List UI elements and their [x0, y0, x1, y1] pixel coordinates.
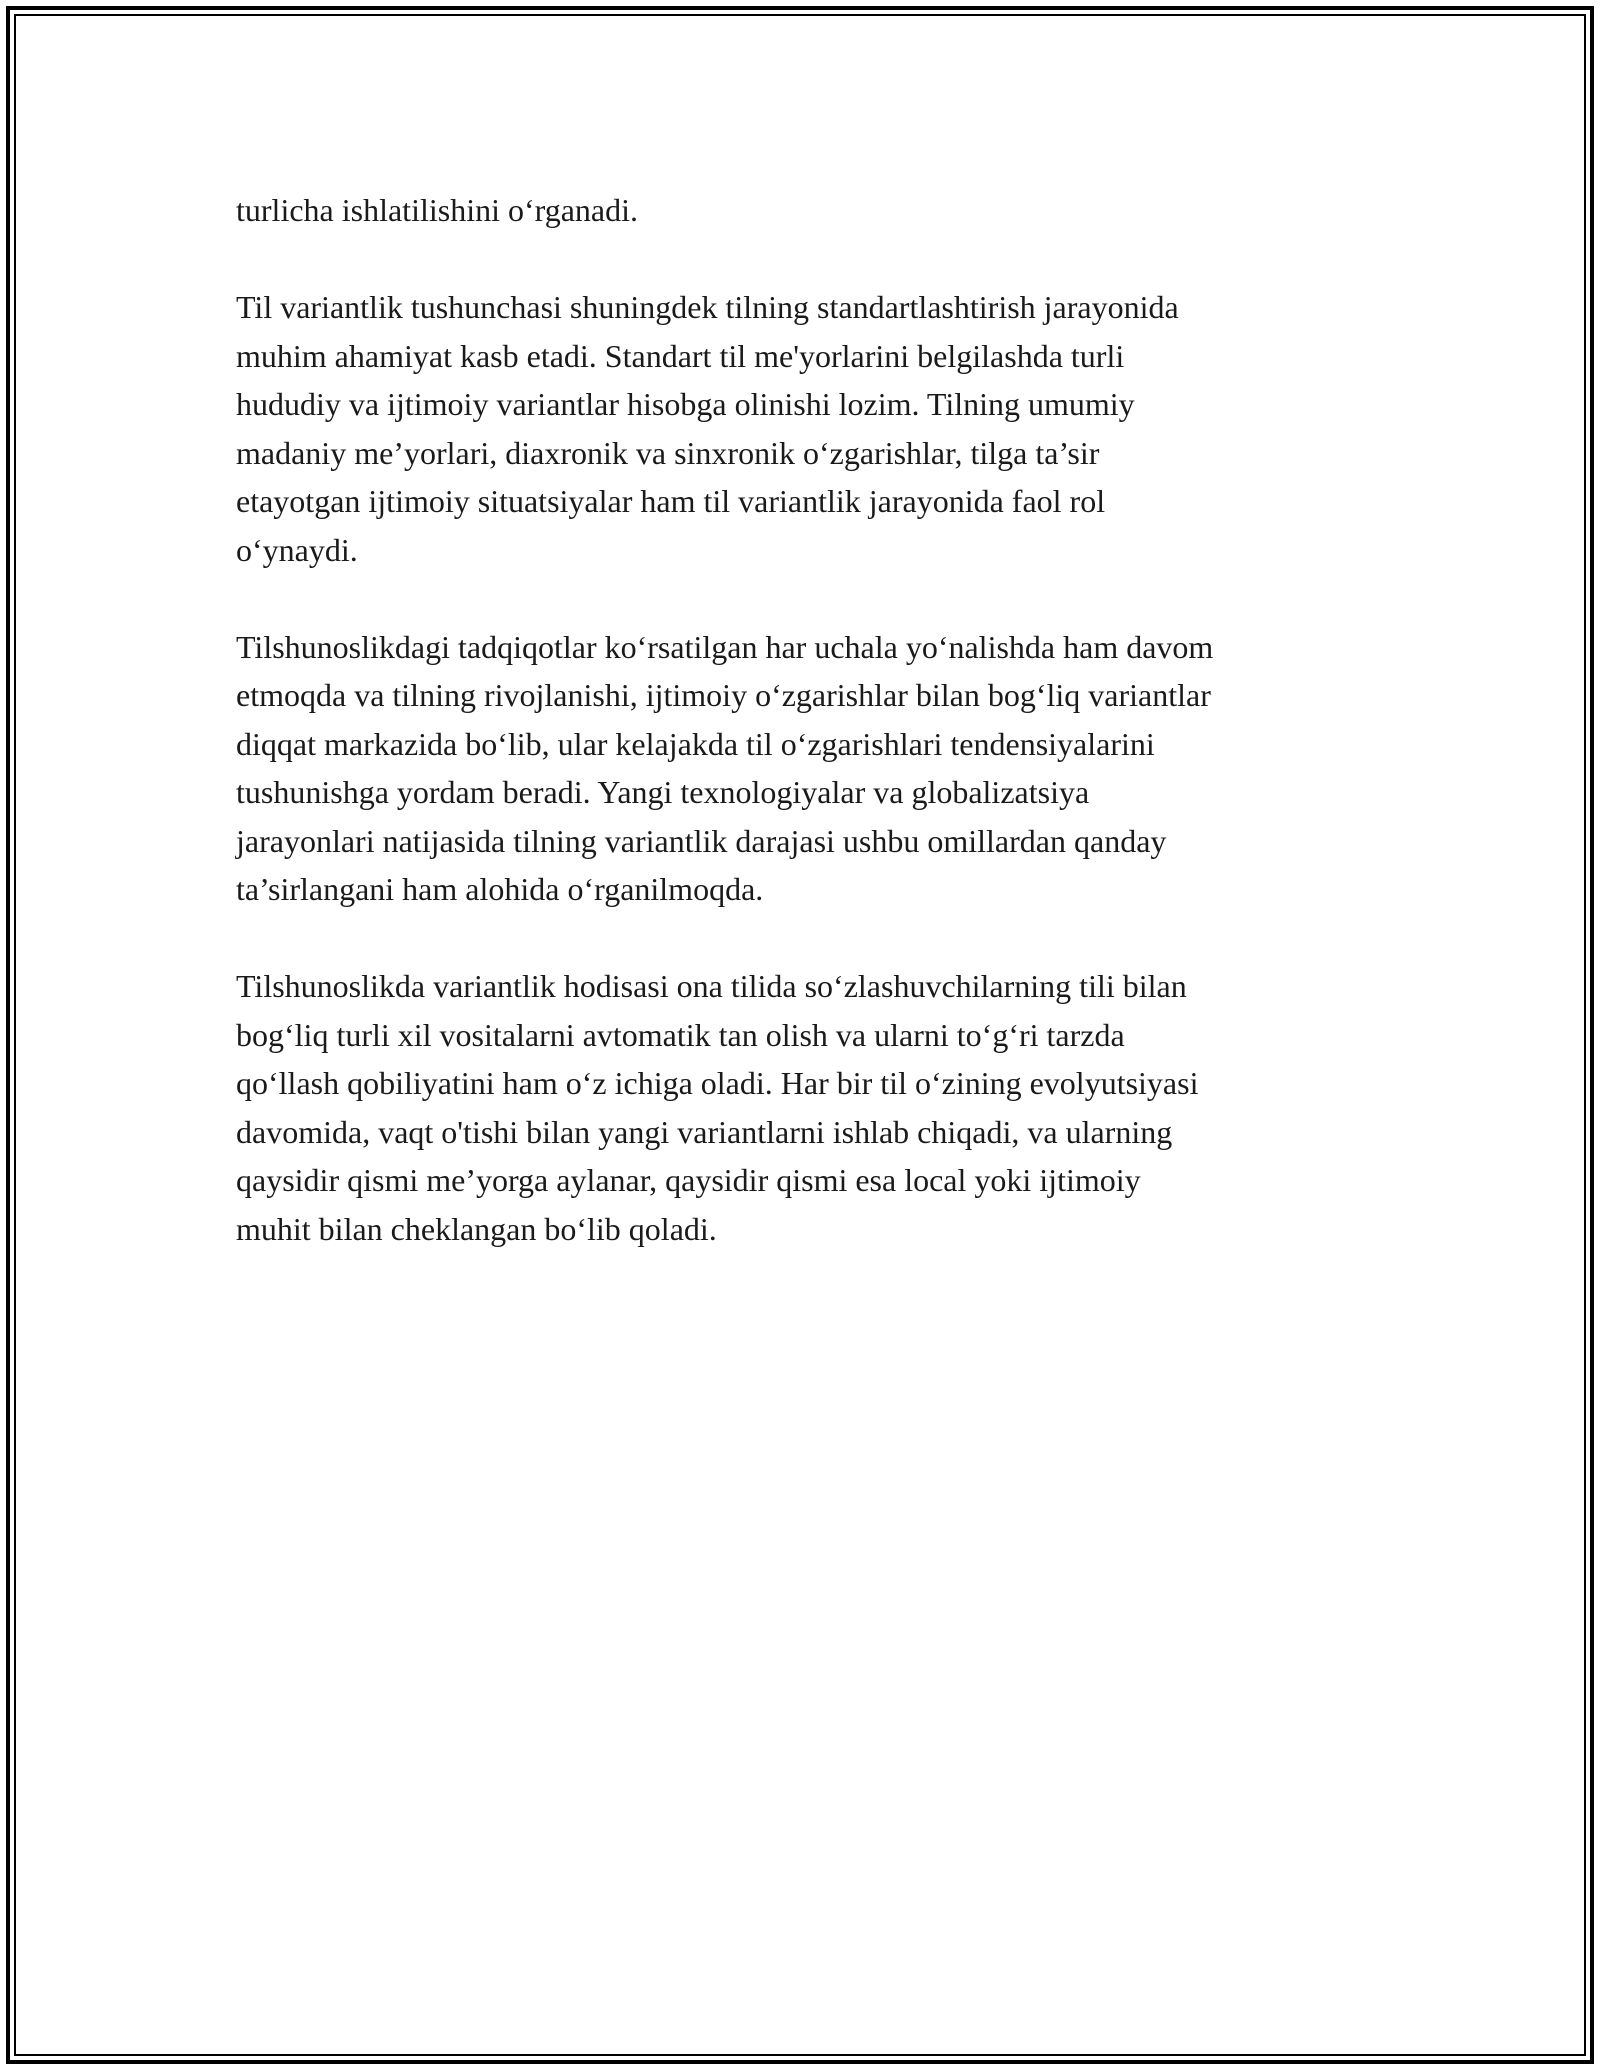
- paragraph-3: Tilshunoslikdagi tadqiqotlar ko‘rsatilgan har uchala yo‘nalishda ham davom etmoqda va tilning rivojlanishi, ijtimoiy o‘zgarishlar bilan bog‘liq variantlar diqqat markazida bo‘lib, ular kelajakda til o‘zgarishlari tendensiyalarini tushunishga yordam beradi. Yangi texnologiyalar va globalizatsiya jarayonlari natijasida tilning variantlik darajasi ushbu omillardan qanday ta’sirlangani ham alohida o‘rganilmoqda.: [236, 628, 1214, 907]
- paragraph-4: Tilshunoslikda variantlik hodisasi ona tilida so‘zlashuvchilarning tili bilan bog‘liq turli xil vositalarni avtomatik tan olish va ularni to‘g‘ri tarzda qo‘llash qobiliyatini ham o‘z ichiga oladi. Har bir til o‘zining evolyutsiyasi davomida, vaqt o'tishi bilan yangi variantlarni ishlab chiqadi, va ularning qaysidir qismi me’yorga aylanar, qaysidir qismi esa local yoki ijtimoiy muhit bilan cheklangan bo‘lib qoladi.: [236, 968, 1199, 1247]
- paragraph-1: turlicha ishlatilishini o‘rganadi.: [236, 192, 638, 228]
- document-body: [236, 186, 1366, 1302]
- paragraph-2: Til variantlik tushunchasi shuningdek tilning standartlashtirish jarayonida muhim ahamiyat kasb etadi. Standart til me'yorlarini belgilashda turli hududiy va ijtimoiy variantlar hisobga olinishi lozim. Tilning umumiy madaniy me’yorlari, diaxronik va sinxronik o‘zgarishlar, tilga ta’sir etayotgan ijtimoiy situatsiyalar ham til variantlik jarayonida faol rol o‘ynaydi.: [236, 289, 1179, 568]
